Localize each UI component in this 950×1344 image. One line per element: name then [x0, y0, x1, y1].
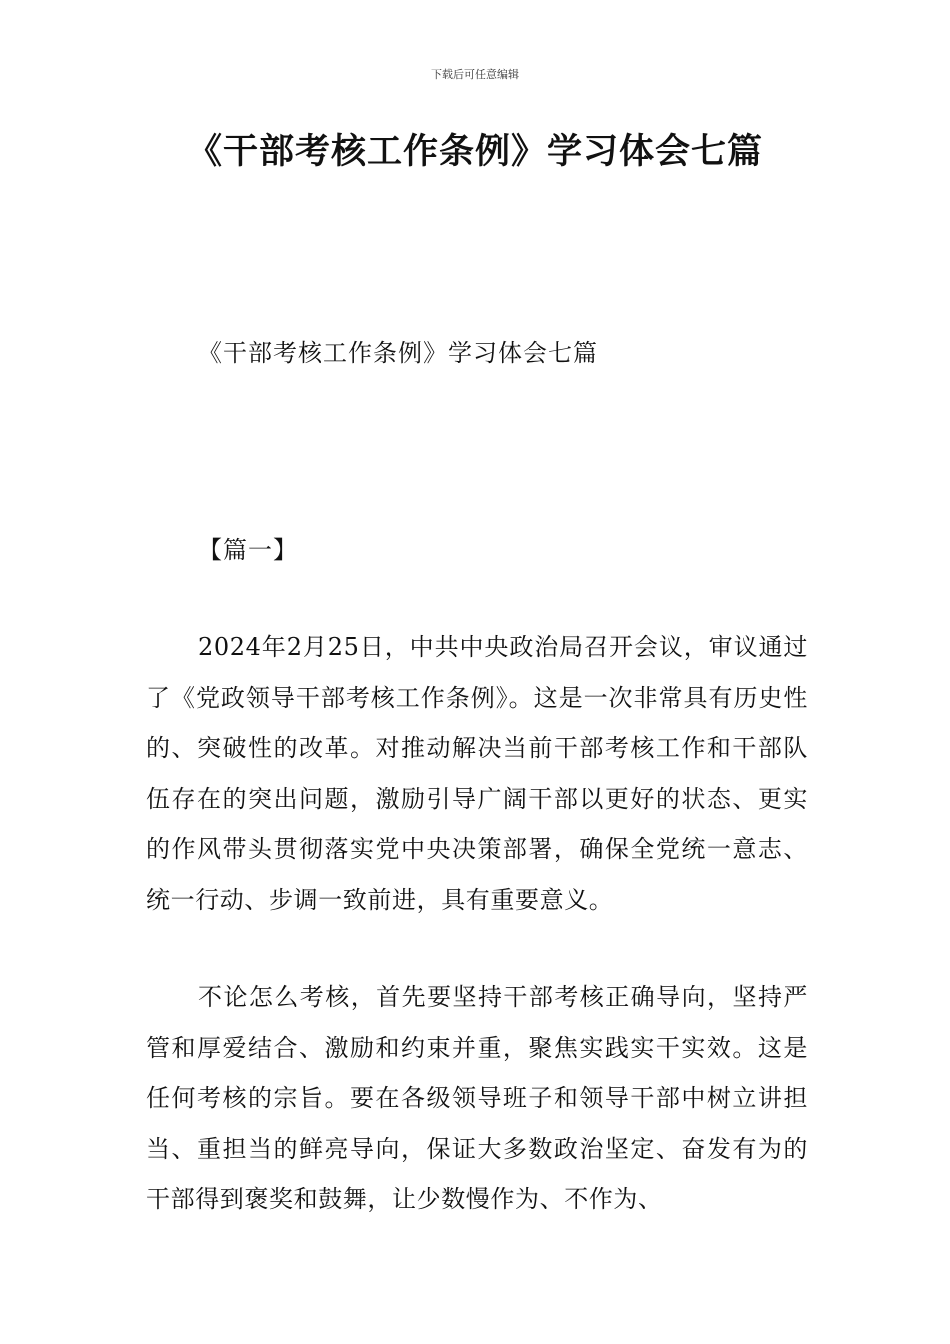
document-title: 《干部考核工作条例》学习体会七篇 — [186, 132, 763, 172]
body-paragraph-2: 不论怎么考核，首先要坚持干部考核正确导向，坚持严管和厚爱结合、激励和约束并重，聚焦实践实干实效。这是任何考核的宗旨。要在各级领导班子和领导干部中树立讲担当、重担当的鲜亮导向，保证大多数政治坚定、奋发有为的干部得到褒奖和鼓舞，让少数慢作为、不作为、 — [146, 983, 808, 1213]
section-heading: 【篇一】 — [198, 536, 298, 564]
document-subtitle: 《干部考核工作条例》学习体会七篇 — [198, 339, 598, 367]
page-header-note: 下载后可任意编辑 — [431, 68, 519, 81]
body-paragraph-1: 2024年2月25日，中共中央政治局召开会议，审议通过了《党政领导干部考核工作条例》。这是一次非常具有历史性的、突破性的改革。对推动解决当前干部考核工作和干部队伍存在的突出问题，激励引导广阔干部以更好的状态、更实的作风带头贯彻落实党中央决策部署，确保全党统一意志、统一行动、步调一致前进，具有重要意义。 — [146, 633, 808, 914]
